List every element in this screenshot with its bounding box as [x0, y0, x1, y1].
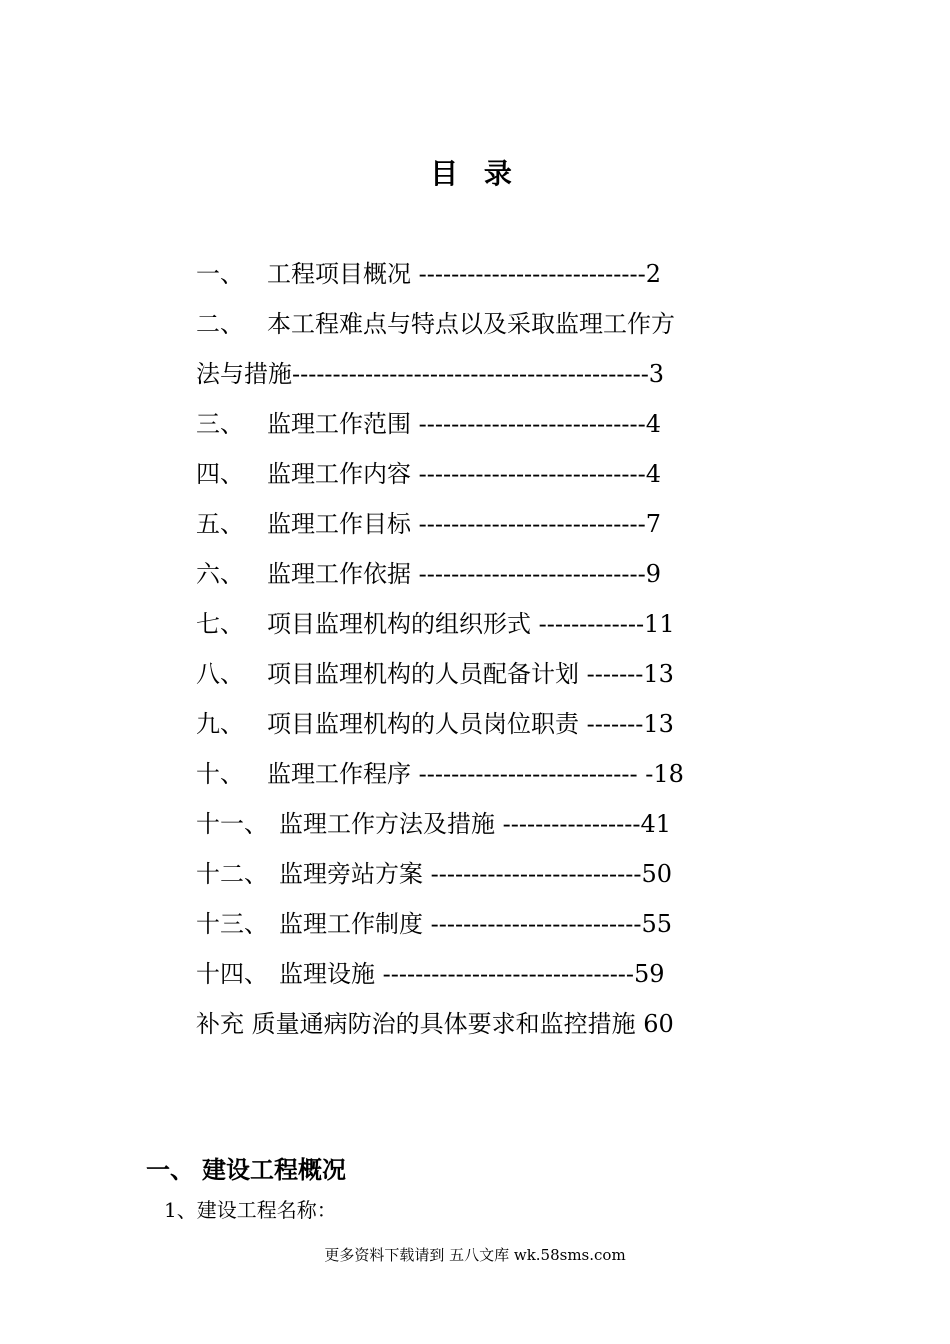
toc-entry-number: 五、 — [196, 510, 244, 538]
table-of-contents — [196, 255, 736, 1055]
toc-entry[interactable] — [196, 705, 736, 755]
toc-entry-number: 十三、 — [196, 910, 268, 938]
toc-entry[interactable] — [196, 505, 736, 555]
toc-entry[interactable] — [196, 955, 736, 1005]
footer-text: 更多资料下载请到 五八文库 wk.58sms.com — [324, 1246, 626, 1264]
toc-entry[interactable] — [196, 805, 736, 855]
toc-entry-text: 工程项目概况 ----------------------------2 — [267, 260, 661, 288]
toc-entry-text: 法与措施--------------------------------------------3 — [196, 360, 665, 388]
section-number: 一、 — [146, 1155, 194, 1184]
toc-entry[interactable] — [196, 605, 736, 655]
toc-entry-text: 监理设施 -------------------------------59 — [279, 960, 665, 988]
toc-entry-text: 项目监理机构的组织形式 -------------11 — [267, 610, 675, 638]
toc-entry-text: 项目监理机构的人员配备计划 -------13 — [267, 660, 674, 688]
toc-entry-number: 七、 — [196, 610, 244, 638]
toc-entry-text: 监理工作方法及措施 -----------------41 — [279, 810, 672, 838]
subsection-item: 1、建设工程名称： — [164, 1198, 337, 1222]
toc-entry-text: 监理工作范围 ----------------------------4 — [267, 410, 661, 438]
toc-entry-text: 项目监理机构的人员岗位职责 -------13 — [267, 710, 674, 738]
section-heading — [146, 1150, 346, 1185]
toc-entry-number: 四、 — [196, 460, 244, 488]
toc-title: 目 录 — [430, 157, 520, 190]
toc-entry[interactable] — [196, 255, 736, 305]
toc-entry-number: 一、 — [196, 260, 244, 288]
toc-entry-number: 十四、 — [196, 960, 268, 988]
toc-entry-text: 本工程难点与特点以及采取监理工作方 — [267, 310, 675, 338]
toc-entry[interactable] — [196, 305, 736, 355]
section-title: 建设工程概况 — [202, 1155, 346, 1184]
toc-entry-number: 六、 — [196, 560, 244, 588]
toc-entry[interactable] — [196, 855, 736, 905]
toc-entry-text: 监理旁站方案 --------------------------50 — [279, 860, 673, 888]
toc-entry-text: 监理工作内容 ----------------------------4 — [267, 460, 661, 488]
toc-entry-continuation[interactable] — [196, 355, 736, 405]
toc-entry[interactable] — [196, 405, 736, 455]
toc-entry-text: 监理工作目标 ----------------------------7 — [267, 510, 661, 538]
toc-entry[interactable] — [196, 555, 736, 605]
toc-entry[interactable] — [196, 905, 736, 955]
toc-entry[interactable] — [196, 1005, 736, 1055]
toc-entry-text: 监理工作程序 --------------------------- -18 — [267, 760, 684, 788]
toc-entry-number: 八、 — [196, 660, 244, 688]
toc-entry-number: 九、 — [196, 710, 244, 738]
toc-entry-number: 十一、 — [196, 810, 268, 838]
toc-entry-number: 三、 — [196, 410, 244, 438]
toc-entry-text: 监理工作依据 ----------------------------9 — [267, 560, 661, 588]
toc-entry-text: 补充 质量通病防治的具体要求和监控措施 60 — [196, 1010, 674, 1038]
toc-entry-text: 监理工作制度 --------------------------55 — [279, 910, 673, 938]
toc-entry-number: 二、 — [196, 310, 244, 338]
toc-entry[interactable] — [196, 755, 736, 805]
toc-entry-number: 十、 — [196, 760, 244, 788]
toc-entry[interactable] — [196, 655, 736, 705]
toc-entry[interactable] — [196, 455, 736, 505]
toc-entry-number: 十二、 — [196, 860, 268, 888]
